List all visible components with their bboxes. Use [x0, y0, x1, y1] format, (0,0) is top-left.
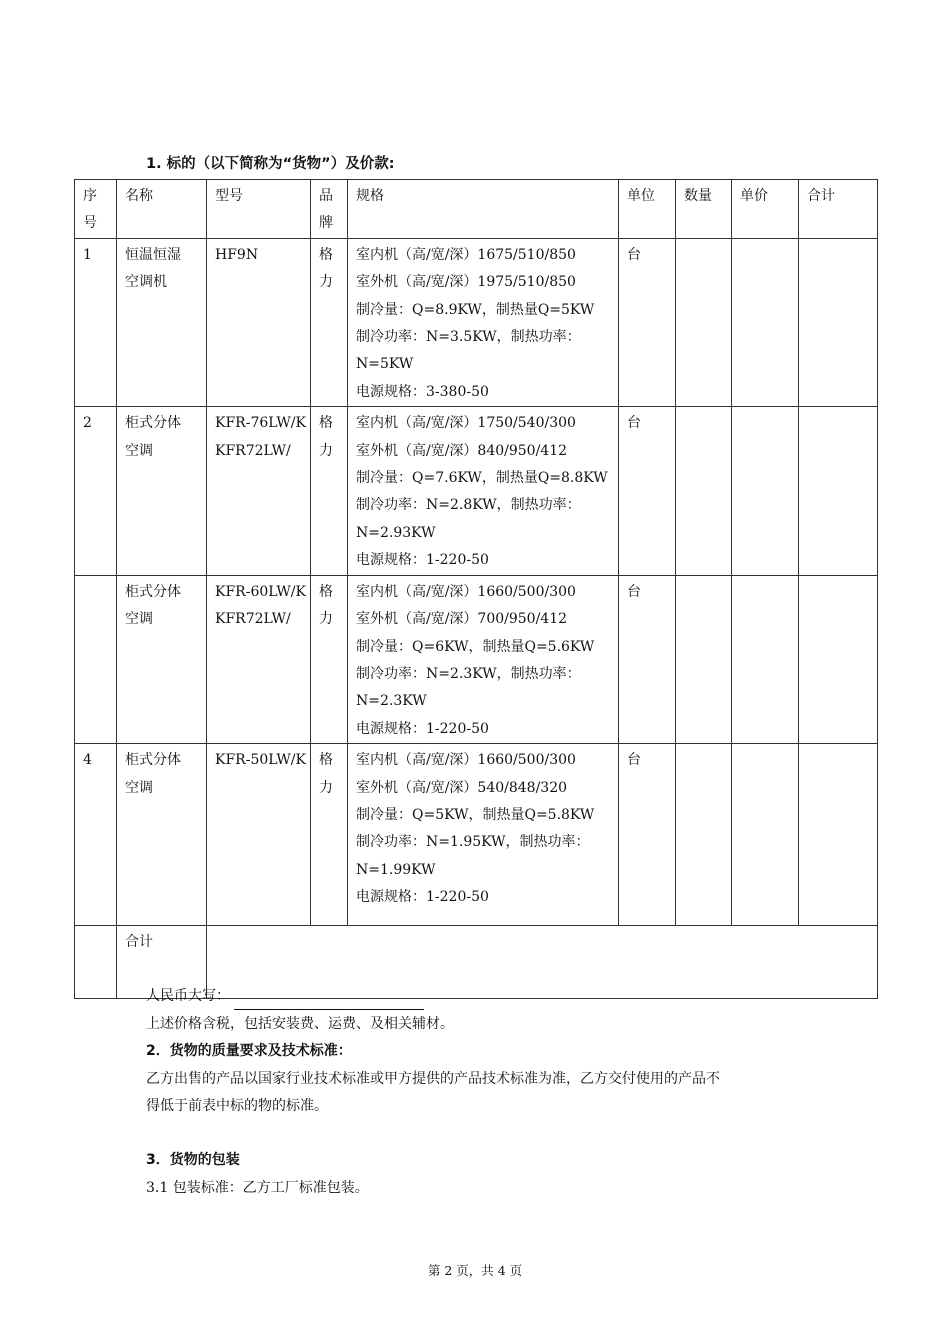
header-spec: 规格	[348, 180, 619, 239]
header-price: 单价	[732, 180, 799, 239]
row-total	[799, 575, 878, 743]
header-qty: 数量	[676, 180, 732, 239]
header-name: 名称	[117, 180, 207, 239]
row-model: KFR-60LW/K KFR72LW/	[207, 575, 311, 743]
row-brand: 格 力	[311, 407, 348, 575]
row-model: KFR-50LW/K	[207, 744, 311, 926]
tax-note: 上述价格含税，包括安装费、运费、及相关辅材。	[146, 1016, 454, 1032]
table-row	[75, 407, 878, 575]
row-name: 柜式分体 空调	[117, 744, 207, 926]
row-model: KFR-76LW/K KFR72LW/	[207, 407, 311, 575]
row-brand: 格 力	[311, 744, 348, 926]
table-row	[75, 575, 878, 743]
row-total	[799, 238, 878, 406]
row-price	[732, 238, 799, 406]
row-price	[732, 744, 799, 926]
row-spec: 室内机（高/宽/深）1660/500/300 室外机（高/宽/深）540/848/320 制冷量：Q=5KW，制热量Q=5.8KW 制冷功率：N=1.95KW，制热功率： N=1.99KW 电源规格：1-220-50	[348, 744, 619, 926]
row-brand: 格 力	[311, 575, 348, 743]
row-qty	[676, 575, 732, 743]
row-model: HF9N	[207, 238, 311, 406]
row-total	[799, 744, 878, 926]
row-unit: 台	[619, 575, 676, 743]
row-unit: 台	[619, 744, 676, 926]
header-brand: 品 牌	[311, 180, 348, 239]
row-name: 柜式分体 空调	[117, 407, 207, 575]
row-qty	[676, 238, 732, 406]
row-seq: 1	[75, 238, 117, 406]
row-price	[732, 407, 799, 575]
section2-title: 2．货物的质量要求及技术标准：	[146, 1043, 352, 1059]
row-spec: 室内机（高/宽/深）1660/500/300 室外机（高/宽/深）700/950/412 制冷量：Q=6KW，制热量Q=5.6KW 制冷功率：N=2.3KW，制热功率： N=2.3KW 电源规格：1-220-50	[348, 575, 619, 743]
header-seq: 序 号	[75, 180, 117, 239]
table-row	[75, 238, 878, 406]
section1-title: 1. 标的（以下简称为“货物”）及价款:	[146, 156, 395, 172]
header-unit: 单位	[619, 180, 676, 239]
table-header-row	[75, 180, 878, 239]
row-name: 恒温恒湿 空调机	[117, 238, 207, 406]
table-row	[75, 744, 878, 926]
row-price	[732, 575, 799, 743]
row-seq: 2	[75, 407, 117, 575]
rmb-label: 人民币大写：	[146, 988, 230, 1004]
section2-body-line2: 得低于前表中标的物的标准。	[146, 1098, 328, 1114]
section2-body-line1: 乙方出售的产品以国家行业技术标准或甲方提供的产品技术标准为准，乙方交付使用的产品不	[146, 1071, 720, 1087]
row-spec: 室内机（高/宽/深）1750/540/300 室外机（高/宽/深）840/950/412 制冷量：Q=7.6KW，制热量Q=8.8KW 制冷功率：N=2.8KW，制热功率： N=2.93KW 电源规格：1-220-50	[348, 407, 619, 575]
page-footer: 第 2 页，共 4 页	[427, 1263, 523, 1278]
goods-table	[74, 179, 878, 999]
row-unit: 台	[619, 238, 676, 406]
section3-1: 3.1 包装标准：乙方工厂标准包装。	[146, 1180, 369, 1196]
row-brand: 格 力	[311, 238, 348, 406]
row-qty	[676, 407, 732, 575]
row-spec: 室内机（高/宽/深）1675/510/850 室外机（高/宽/深）1975/510/850 制冷量：Q=8.9KW，制热量Q=5KW 制冷功率：N=3.5KW，制热功率： N=5KW 电源规格：3-380-50	[348, 238, 619, 406]
section3-title: 3．货物的包装	[146, 1152, 240, 1168]
row-unit: 台	[619, 407, 676, 575]
header-total: 合计	[799, 180, 878, 239]
row-name: 柜式分体 空调	[117, 575, 207, 743]
total-row-seq	[75, 926, 117, 999]
rmb-line	[146, 983, 424, 1010]
total-label: 合计	[117, 926, 207, 999]
header-model: 型号	[207, 180, 311, 239]
row-qty	[676, 744, 732, 926]
row-total	[799, 407, 878, 575]
row-seq	[75, 575, 117, 743]
rmb-blank	[234, 995, 424, 1010]
row-seq: 4	[75, 744, 117, 926]
